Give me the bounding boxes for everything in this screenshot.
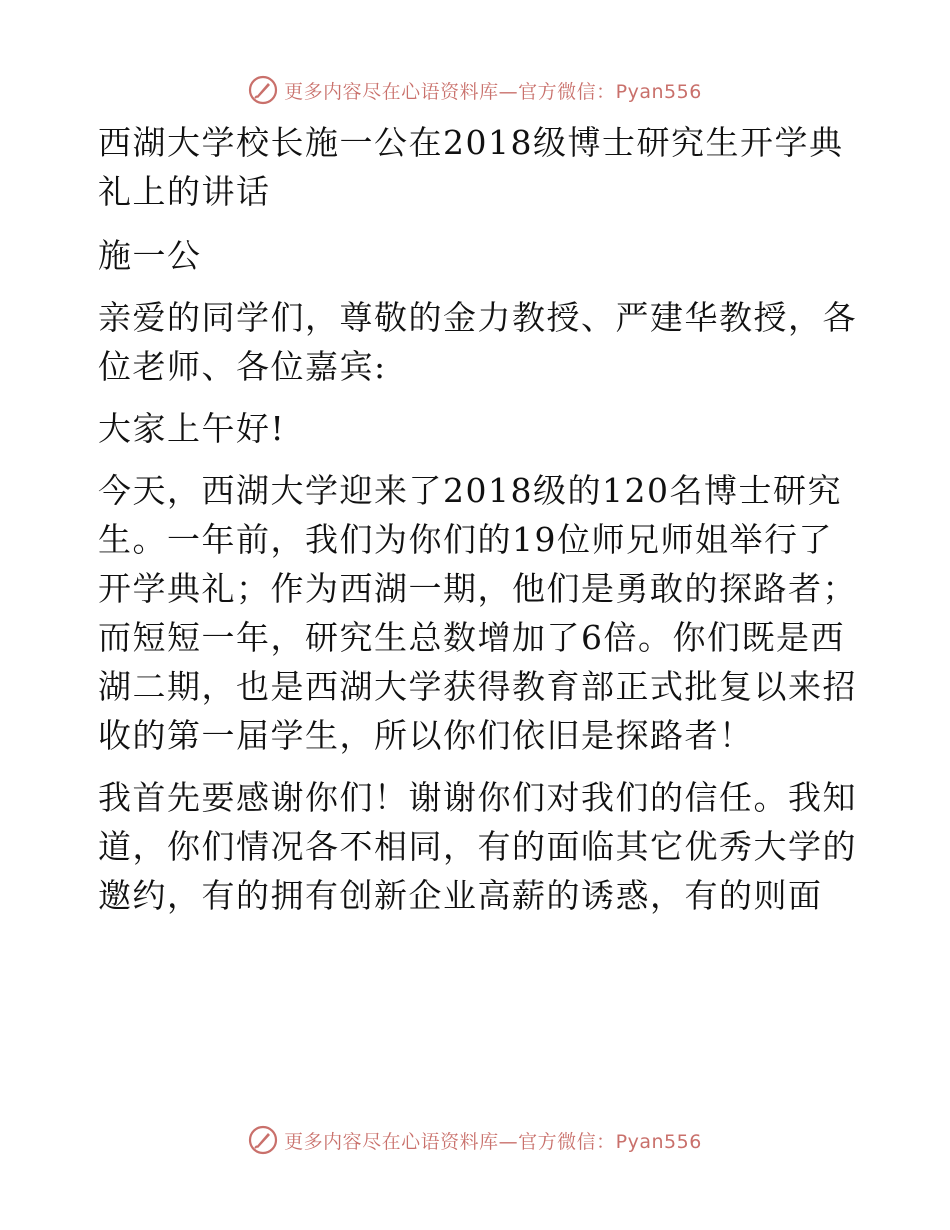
watermark-text: 更多内容尽在心语资料库—官方微信：Pyan556 xyxy=(284,1130,702,1153)
watermark-text: 更多内容尽在心语资料库—官方微信：Pyan556 xyxy=(284,80,702,103)
paragraph-intro: 今天，西湖大学迎来了2018级的120名博士研究生。一年前，我们为你们的19位师兄师姐举行了开学典礼；作为西湖一期，他们是勇敢的探路者；而短短一年，研究生总数增加了6倍。你们既是西湖二期，也是西湖大学获得教育部正式批复以来招收的第一届学生，所以你们依旧是探路者！ xyxy=(98,471,857,755)
paragraph-hello: 大家上午好! xyxy=(98,409,286,448)
document-body xyxy=(98,118,858,933)
document-title: 西湖大学校长施一公在2018级博士研究生开学典礼上的讲话 xyxy=(98,123,844,211)
paragraph-greeting: 亲爱的同学们，尊敬的金力教授、严建华教授，各位老师、各位嘉宾: xyxy=(98,298,857,386)
footer-watermark xyxy=(0,1120,950,1160)
header-watermark xyxy=(0,70,950,110)
paragraph-thanks: 我首先要感谢你们！谢谢你们对我们的信任。我知道，你们情况各不相同，有的面临其它优秀大学的邀约，有的拥有创新企业高薪的诱惑，有的则面 xyxy=(98,778,857,915)
quill-logo-icon xyxy=(248,1125,278,1155)
quill-logo-icon xyxy=(248,75,278,105)
author-line: 施一公 xyxy=(98,236,202,275)
